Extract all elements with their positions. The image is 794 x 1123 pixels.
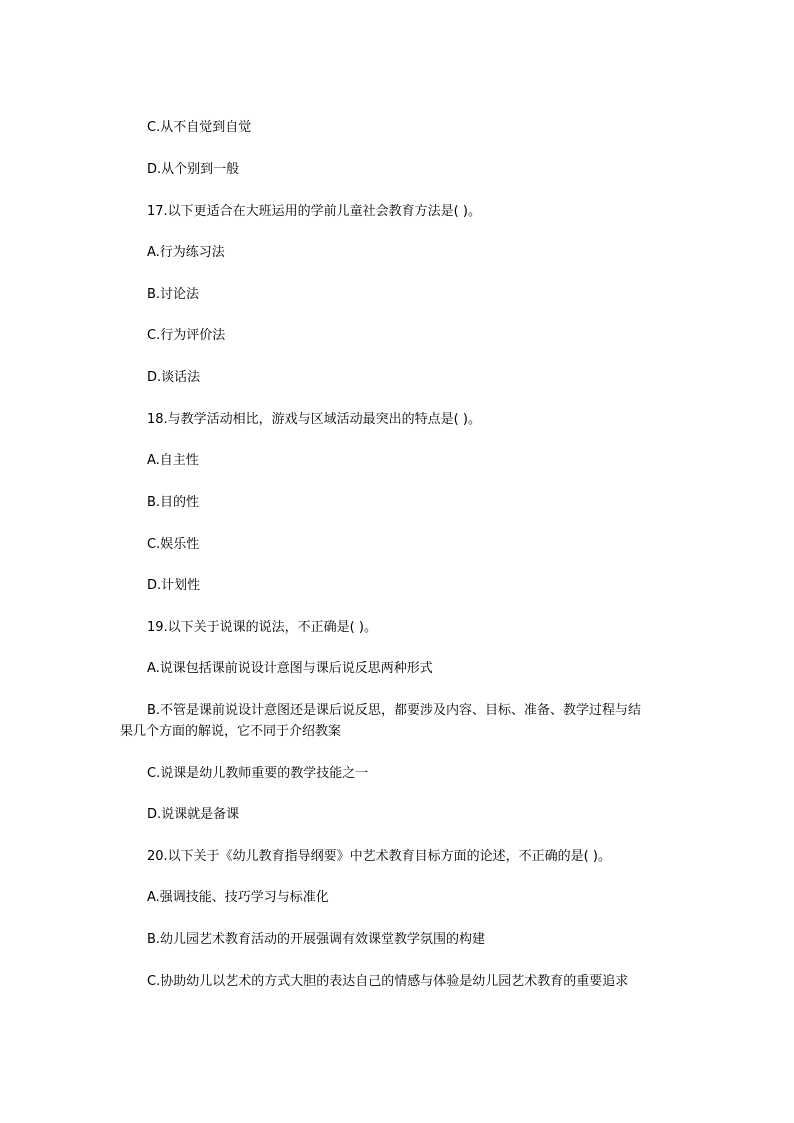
option-line: C.行为评价法 [147,328,226,343]
question-line: 18.与教学活动相比，游戏与区域活动最突出的特点是( )。 [147,412,481,427]
option-line: B.不管是课前说设计意图还是课后说反思，都要涉及内容、目标、准备、教学过程与结果几个方面的解说，它不同于介绍教案 [120,703,642,739]
option-line: D.从个别到一般 [147,162,240,177]
option-line: C.娱乐性 [147,537,200,552]
option-line: D.说课就是备课 [147,807,240,822]
option-line: A.行为练习法 [147,245,225,260]
option-line: C.协助幼儿以艺术的方式大胆的表达自己的情感与体验是幼儿园艺术教育的重要追求 [147,974,629,989]
option-line: A.强调技能、技巧学习与标准化 [147,890,329,905]
option-line: A.说课包括课前说设计意图与课后说反思两种形式 [147,661,433,676]
question-line: 20.以下关于《幼儿教育指导纲要》中艺术教育目标方面的论述，不正确的是( )。 [147,849,611,864]
question-line: 19.以下关于说课的说法，不正确是( )。 [147,620,377,635]
option-line: B.目的性 [147,495,200,510]
option-line: C.说课是幼儿教师重要的教学技能之一 [147,766,369,781]
option-line: D.计划性 [147,578,201,593]
option-line: C.从不自觉到自觉 [147,120,252,135]
question-line: 17.以下更适合在大班运用的学前儿童社会教育方法是( )。 [147,204,481,219]
option-line: A.自主性 [147,453,199,468]
option-line: B.讨论法 [147,287,200,302]
option-line: D.谈话法 [147,370,201,385]
option-line: B.幼儿园艺术教育活动的开展强调有效课堂教学氛围的构建 [147,932,486,947]
